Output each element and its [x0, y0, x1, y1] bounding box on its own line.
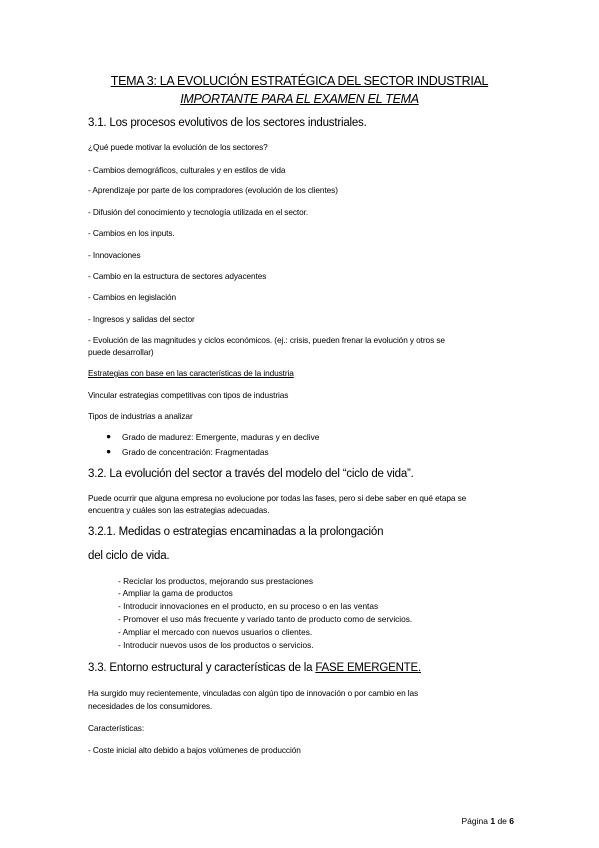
document-subtitle: IMPORTANTE PARA EL EXAMEN EL TEMA: [180, 92, 419, 106]
section-3-2-heading: 3.2. La evolución del sector a través del modelo del “ciclo de vida”.: [88, 468, 414, 480]
list-item: - Cambio en la estructura de sectores adyacentes: [88, 271, 267, 281]
paragraph-line: Ha surgido muy recientemente, vinculadas con algún tipo de innovación o por cambio en las: [88, 688, 419, 698]
section-3-2-1-heading: 3.2.1. Medidas o estrategias encaminadas a la prolongación: [88, 526, 384, 538]
section-3-3-heading-text: 3.3. Entorno estructural y características de la: [88, 662, 316, 674]
page-of: de: [495, 816, 510, 826]
motivation-question: ¿Qué puede motivar la evolución de los sectores?: [88, 142, 268, 152]
list-item: - Promover el uso más frecuente y variado tanto de producto como de servicios.: [118, 614, 413, 624]
list-item: - Evolución de las magnitudes y ciclos económicos. (ej.: crisis, pueden frenar la evolución y otros se: [88, 335, 445, 345]
list-item: - Ingresos y salidas del sector: [88, 314, 195, 324]
section-3-3-heading-emphasis: FASE EMERGENTE.: [315, 662, 421, 674]
page-number-footer: [462, 816, 515, 826]
list-item: - Cambios demográficos, culturales y en estilos de vida: [88, 165, 286, 175]
section-3-2-1-heading-continuation: del ciclo de vida.: [88, 550, 170, 562]
bullet-icon: ●: [106, 446, 112, 456]
industry-types-title: Tipos de industrias a analizar: [88, 411, 193, 421]
page-label: Página: [461, 816, 491, 826]
characteristics-title: Características:: [88, 723, 145, 733]
bullet-item: Grado de concentración: Fragmentadas: [122, 447, 269, 457]
current-page: 1: [490, 816, 496, 826]
paragraph-line: Puede ocurrir que alguna empresa no evolucione por todas las fases, pero si debe saber en qué etapa se: [88, 493, 467, 503]
bullet-item: Grado de madurez: Emergente, maduras y en declive: [122, 432, 320, 442]
list-item: - Cambios en los inputs.: [88, 228, 175, 238]
section-3-3-heading: [88, 662, 421, 674]
list-item: - Cambios en legislación: [88, 292, 176, 302]
list-item: - Difusión del conocimiento y tecnología utilizada en el sector.: [88, 207, 309, 217]
total-pages: 6: [509, 816, 514, 826]
paragraph-line: encuentra y cuáles son las estrategias adecuadas.: [88, 505, 270, 515]
list-item: - Ampliar la gama de productos: [118, 588, 233, 598]
strategies-text: Vincular estrategias competitivas con tipos de industrias: [88, 390, 289, 400]
document-title: TEMA 3: LA EVOLUCIÓN ESTRATÉGICA DEL SECTOR INDUSTRIAL: [110, 74, 489, 88]
list-item: - Innovaciones: [88, 250, 141, 260]
section-3-1-heading: 3.1. Los procesos evolutivos de los sectores industriales.: [88, 117, 367, 129]
list-item: - Introducir innovaciones en el producto, en su proceso o en las ventas: [118, 601, 379, 611]
list-item-continuation: puede desarrollar): [88, 347, 154, 357]
list-item: - Ampliar el mercado con nuevos usuarios o clientes.: [118, 627, 313, 637]
list-item: - Introducir nuevos usos de los productos o servicios.: [118, 640, 314, 650]
strategies-title: Estrategias con base en las características de la industria: [88, 368, 294, 378]
list-item: - Coste inicial alto debido a bajos volúmenes de producción: [88, 745, 301, 755]
bullet-icon: ●: [106, 431, 112, 441]
list-item: - Aprendizaje por parte de los compradores (evolución de los clientes): [88, 185, 338, 195]
paragraph-line: necesidades de los consumidores.: [88, 701, 213, 711]
list-item: - Reciclar los productos, mejorando sus prestaciones: [118, 576, 314, 586]
